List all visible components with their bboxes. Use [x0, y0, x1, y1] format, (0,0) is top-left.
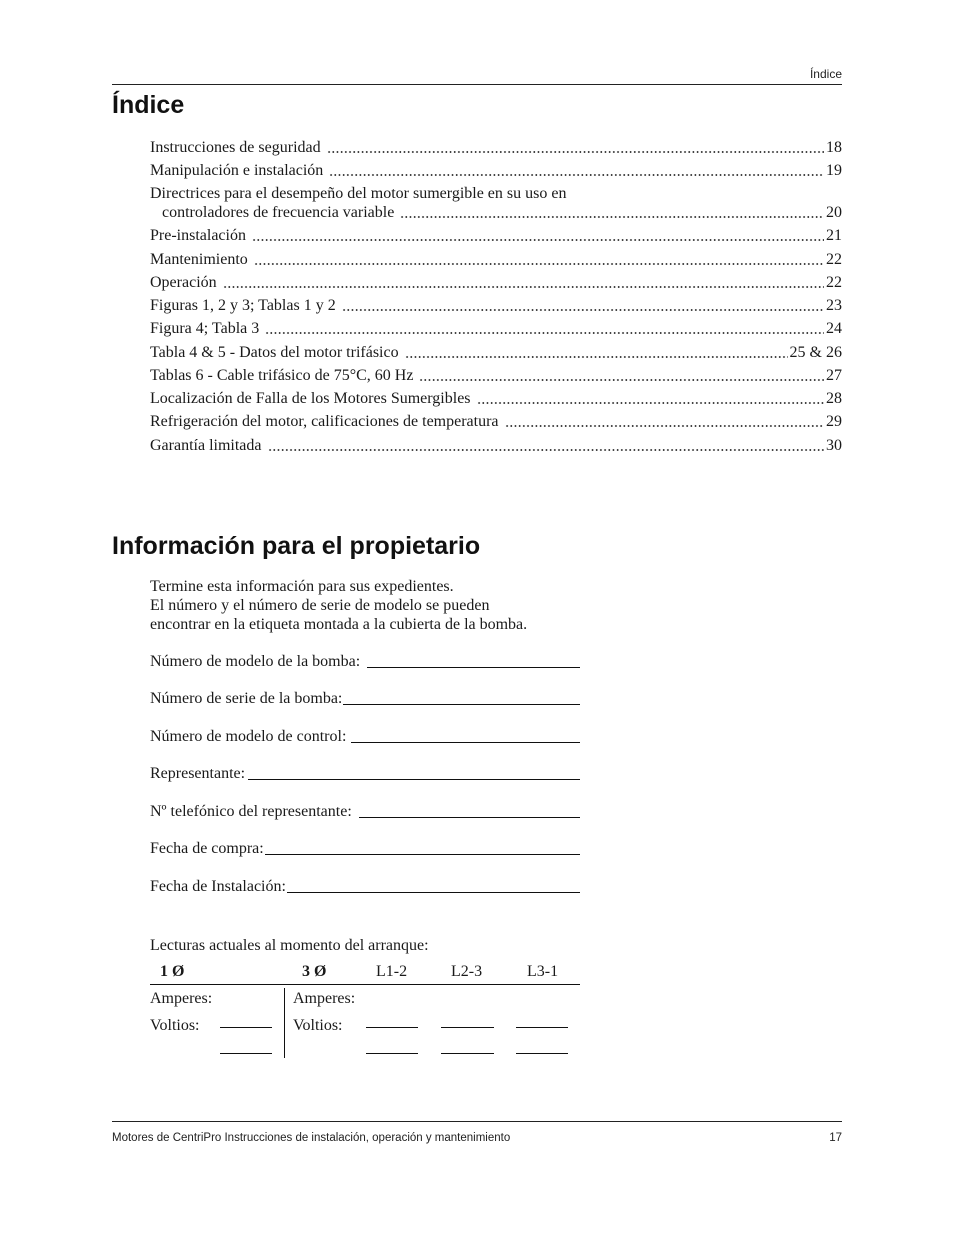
field-label: Nº telefónico del representante: [150, 802, 352, 820]
dot-leader [477, 402, 824, 404]
owner-info-intro [150, 577, 527, 634]
toc-entry [150, 184, 842, 222]
pump-serial-field [150, 689, 580, 708]
toc-entry-page: 22 [826, 273, 842, 291]
toc-entry-label: Operación [150, 273, 217, 291]
toc-entry-page: 28 [826, 390, 842, 407]
dot-leader [268, 449, 824, 451]
dot-leader [252, 239, 824, 241]
toc-entry [150, 161, 842, 180]
single-phase-blank-1 [220, 1027, 272, 1028]
toc-entry-label: Pre-instalación [150, 227, 246, 245]
toc-entry-label: Figura 4; Tabla 3 [150, 320, 260, 338]
dot-leader [505, 425, 824, 427]
dot-leader [405, 356, 788, 358]
toc-entry-label: Manipulación e instalación [150, 161, 324, 179]
toc-entry-page: 29 [826, 413, 842, 431]
intro-line: Termine esta información para sus expedientes. [150, 577, 454, 595]
toc-entry [150, 343, 842, 362]
toc-entry-page: 23 [826, 297, 842, 314]
field-label: Fecha de Instalación: [150, 877, 286, 895]
fill-in-line [359, 817, 580, 818]
dot-leader [342, 309, 824, 311]
line-header-l2-3: L2-3 [451, 962, 483, 980]
toc-entry [150, 296, 842, 315]
toc-entry-page: 25 & 26 [789, 343, 842, 361]
toc-entry-page: 21 [826, 227, 842, 245]
intro-line: El número y el número de serie de modelo se pueden [150, 596, 490, 614]
dot-leader [327, 151, 824, 153]
toc-entry-page: 27 [826, 366, 842, 384]
l3-1-blank-2 [516, 1053, 568, 1054]
purchase-date-field [150, 839, 580, 858]
l1-2-blank-2 [366, 1053, 418, 1054]
dot-leader [254, 263, 824, 265]
field-label: Número de modelo de la bomba: [150, 652, 361, 670]
readings-caption: Lecturas actuales al momento del arranque: [150, 936, 429, 954]
toc-entry-label: Instrucciones de seguridad [150, 138, 321, 156]
toc-entry-page: 18 [826, 138, 842, 156]
table-of-contents [150, 138, 842, 459]
control-model-field [150, 727, 580, 746]
dot-leader [329, 174, 824, 176]
toc-entry-label: Localización de Falla de los Motores Sumergibles [150, 390, 471, 407]
toc-entry [150, 226, 842, 245]
toc-title: Índice [112, 91, 185, 119]
dot-leader [223, 286, 824, 288]
toc-entry [150, 273, 842, 292]
toc-entry-label: Tabla 4 & 5 - Datos del motor trifásico [150, 343, 399, 361]
page-number: 17 [829, 1132, 842, 1144]
toc-entry-page: 20 [826, 204, 842, 221]
single-phase-blank-2 [220, 1053, 272, 1054]
three-phase-header: 3 Ø [302, 962, 327, 980]
dealer-phone-field [150, 802, 580, 821]
pump-model-field [150, 652, 580, 671]
fill-in-line [351, 742, 580, 743]
fill-in-line [265, 854, 580, 855]
three-phase-voltios-label: Voltios: [293, 1016, 343, 1034]
fill-in-line [287, 892, 580, 893]
l3-1-blank-1 [516, 1027, 568, 1028]
readings-header-rule [150, 984, 580, 985]
owner-info-title: Información para el propietario [112, 532, 481, 560]
running-header: Índice [809, 67, 842, 81]
readings-column-divider [284, 988, 285, 1058]
toc-entry-label-continued: controladores de frecuencia variable [162, 204, 395, 221]
field-label: Fecha de compra: [150, 840, 264, 857]
toc-entry-page: 19 [826, 161, 842, 179]
dot-leader [419, 379, 824, 381]
field-label: Número de serie de la bomba: [150, 690, 343, 707]
l2-3-blank-1 [441, 1027, 494, 1028]
l1-2-blank-1 [366, 1027, 418, 1028]
toc-entry [150, 319, 842, 338]
toc-entry [150, 436, 842, 455]
toc-entry-page: 24 [826, 320, 842, 338]
dealer-field [150, 764, 580, 783]
toc-entry-page: 30 [826, 436, 842, 454]
toc-entry-label: Directrices para el desempeño del motor sumergible en su uso en [150, 185, 567, 202]
toc-entry [150, 389, 842, 408]
toc-entry-label: Garantía limitada [150, 436, 262, 454]
field-label: Número de modelo de control: [150, 727, 347, 745]
fill-in-line [367, 667, 580, 668]
owner-info-form [150, 652, 580, 915]
line-header-l1-2: L1-2 [376, 962, 408, 980]
installation-date-field [150, 877, 580, 896]
toc-entry-label: Mantenimiento [150, 250, 248, 268]
single-phase-header: 1 Ø [160, 962, 185, 980]
toc-entry [150, 366, 842, 385]
fill-in-line [343, 704, 580, 705]
toc-entry-label: Figuras 1, 2 y 3; Tablas 1 y 2 [150, 297, 336, 314]
single-phase-amperes-label: Amperes: [150, 989, 213, 1007]
footer-rule [112, 1121, 842, 1122]
three-phase-amperes-label: Amperes: [293, 989, 356, 1007]
field-label: Representante: [150, 765, 246, 782]
line-header-l3-1: L3-1 [527, 962, 559, 980]
footer-title: Motores de CentriPro Instrucciones de instalación, operación y mantenimiento [112, 1132, 511, 1144]
toc-entry [150, 250, 842, 269]
dot-leader [265, 332, 824, 334]
toc-entry [150, 138, 842, 157]
toc-entry-page: 22 [826, 250, 842, 268]
toc-entry-label: Refrigeración del motor, calificaciones de temperatura [150, 413, 499, 431]
fill-in-line [248, 779, 580, 780]
dot-leader [400, 216, 824, 218]
toc-entry-label: Tablas 6 - Cable trifásico de 75°C, 60 Hz [150, 366, 414, 384]
single-phase-voltios-label: Voltios: [150, 1016, 200, 1034]
toc-entry [150, 412, 842, 431]
header-rule [112, 84, 842, 85]
l2-3-blank-2 [441, 1053, 494, 1054]
intro-line: encontrar en la etiqueta montada a la cubierta de la bomba. [150, 615, 528, 633]
